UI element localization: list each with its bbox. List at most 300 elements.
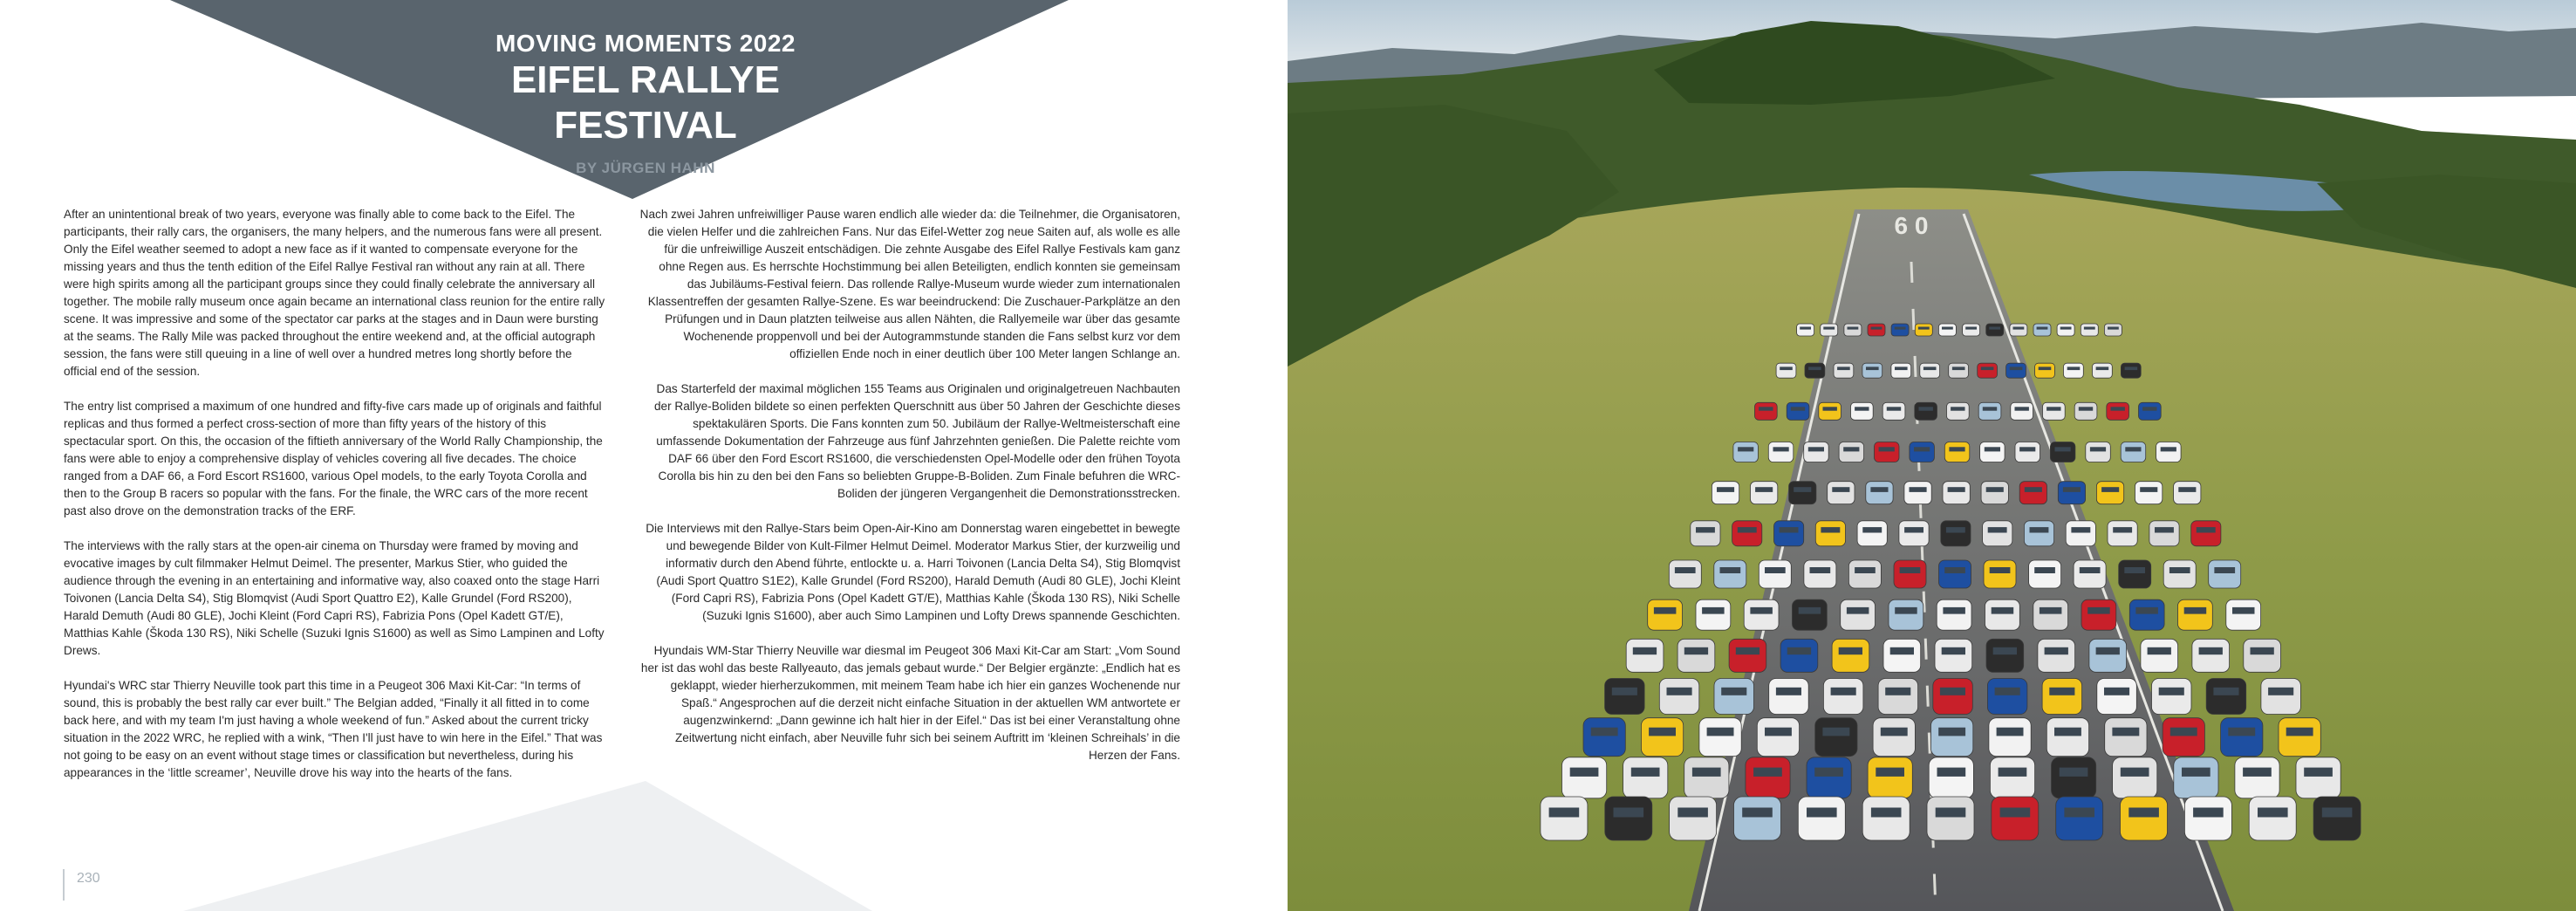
rally-car bbox=[1793, 599, 1828, 630]
rally-car bbox=[1992, 797, 2039, 840]
rally-car-windscreen bbox=[1677, 808, 1708, 818]
rally-car bbox=[2141, 639, 2178, 672]
rally-car-windscreen bbox=[1948, 487, 1965, 492]
rally-car bbox=[1626, 639, 1664, 672]
rally-car-windscreen bbox=[1755, 487, 1773, 492]
rally-car bbox=[1757, 718, 1799, 757]
rally-car-windscreen bbox=[2322, 808, 2353, 818]
rally-car bbox=[2209, 560, 2241, 588]
rally-car-windscreen bbox=[2019, 447, 2035, 451]
rally-car-windscreen bbox=[1914, 447, 1930, 451]
article-byline: BY JÜRGEN HAHN bbox=[576, 160, 715, 176]
rally-car bbox=[2035, 363, 2055, 378]
rally-car-windscreen bbox=[1720, 567, 1741, 573]
rally-car-windscreen bbox=[1814, 768, 1843, 777]
rally-car-windscreen bbox=[2000, 808, 2031, 818]
rally-car bbox=[1857, 521, 1887, 546]
rally-car-windscreen bbox=[1612, 688, 1637, 695]
rally-car-windscreen bbox=[1936, 808, 1966, 818]
rally-car bbox=[1774, 521, 1804, 546]
rally-car bbox=[2129, 599, 2164, 630]
rally-car bbox=[1623, 757, 1668, 798]
rally-car-windscreen bbox=[2113, 527, 2132, 532]
rally-car bbox=[1746, 757, 1790, 798]
rally-car bbox=[2119, 560, 2151, 588]
rally-car bbox=[2064, 363, 2084, 378]
rally-car-windscreen bbox=[2243, 768, 2272, 777]
rally-car bbox=[1797, 324, 1814, 336]
rally-car-windscreen bbox=[1848, 327, 1859, 330]
rally-car-windscreen bbox=[1839, 647, 1862, 654]
rally-car bbox=[1733, 442, 1759, 462]
rally-car-windscreen bbox=[2030, 527, 2049, 532]
rally-car-windscreen bbox=[1904, 527, 1923, 532]
rally-car bbox=[1712, 482, 1739, 504]
rally-car-windscreen bbox=[2159, 688, 2184, 695]
rally-car-windscreen bbox=[1943, 607, 1965, 614]
rally-car bbox=[1691, 521, 1720, 546]
rally-car bbox=[2046, 718, 2088, 757]
rally-car bbox=[1776, 363, 1796, 378]
rally-car-windscreen bbox=[2193, 808, 2224, 818]
page-number: 230 bbox=[63, 869, 100, 901]
rally-car-windscreen bbox=[2055, 447, 2071, 451]
rally-car-windscreen bbox=[2182, 768, 2210, 777]
rally-car-windscreen bbox=[1946, 527, 1965, 532]
rally-car-windscreen bbox=[2214, 567, 2235, 573]
rally-car-windscreen bbox=[1702, 607, 1725, 614]
rally-car-windscreen bbox=[1890, 647, 1914, 654]
rally-car-windscreen bbox=[2046, 407, 2060, 410]
rally-car bbox=[1729, 639, 1766, 672]
rally-car bbox=[2206, 679, 2246, 715]
rally-car bbox=[2038, 639, 2075, 672]
rally-car-windscreen bbox=[1787, 647, 1811, 654]
rally-car bbox=[1920, 363, 1940, 378]
rally-car-windscreen bbox=[2101, 487, 2119, 492]
rally-car-windscreen bbox=[1876, 768, 1904, 777]
rally-car-windscreen bbox=[2064, 808, 2094, 818]
rally-car-windscreen bbox=[2108, 327, 2119, 330]
rally-car-windscreen bbox=[1942, 647, 1965, 654]
rally-car bbox=[1696, 599, 1731, 630]
rally-car bbox=[1929, 757, 1973, 798]
rally-car-windscreen bbox=[1855, 407, 1869, 410]
rally-car-windscreen bbox=[2135, 607, 2158, 614]
rally-car-windscreen bbox=[1940, 688, 1965, 695]
rally-car-windscreen bbox=[1923, 366, 1937, 370]
rally-car bbox=[1891, 363, 1911, 378]
rally-car bbox=[1894, 560, 1926, 588]
rally-car-windscreen bbox=[1919, 407, 1933, 410]
rally-car-windscreen bbox=[1870, 487, 1888, 492]
rally-car-windscreen bbox=[2286, 728, 2313, 736]
rally-car bbox=[1834, 363, 1854, 378]
rally-car bbox=[2121, 363, 2141, 378]
rally-car bbox=[1987, 679, 2027, 715]
rally-car-windscreen bbox=[1776, 688, 1801, 695]
english-paragraph: The entry list comprised a maximum of one hundred and fifty-five cars made up of originals and faithful replicas and thus formed a perfect cross-section of more than fifty years of the history of this spectacular sport. On this, the occasion of the fiftieth anniversary of the World Rally Championship, the fans were able to enjoy a comprehensive display of vehicles covering all five decades. The choice ranged from a DAF 66, a Ford Escort RS1600, various Opel models, to the early Toyota Corolla and then to the Group B racers so popular with the fans. For the finale, the WRC cars of the more recent past also drove on the demonstration tracks of the ERF. bbox=[64, 400, 603, 517]
rally-car bbox=[2261, 679, 2301, 715]
rally-car-windscreen bbox=[1990, 567, 2011, 573]
rally-car bbox=[1927, 797, 1974, 840]
english-paragraph: The interviews with the rally stars at the open-air cinema on Thursday were framed by moving and evocative images by cult filmmaker Helmut Deimel. The presenter, Markus Stier, who guided the audience through the evening in an entertaining and informative way, also coaxed onto the stage Harri Toivonen (Lancia Delta S4), Stig Blomqvist (Audi Sport Quattro E2), Kalle Grundel (Ford RS200), Harald Demuth (Audi 80 GLE), Jochi Kleint (Ford Capri RS), Fabrizia Pons (Opel Kadett GT/E), Matthias Kahle (Škoda 130 RS), Niki Schelle (Suzuki Ignis S1600) as well as Simo Lampinen and Lofty Drews. bbox=[64, 539, 605, 657]
rally-car bbox=[1933, 679, 1973, 715]
rally-car-windscreen bbox=[2045, 647, 2068, 654]
rally-car-windscreen bbox=[2184, 607, 2207, 614]
rally-car-windscreen bbox=[1938, 728, 1965, 736]
rally-car-windscreen bbox=[2111, 407, 2125, 410]
rally-car-windscreen bbox=[1944, 567, 1965, 573]
rally-car-windscreen bbox=[1843, 447, 1859, 451]
rally-car-windscreen bbox=[2197, 527, 2216, 532]
rally-car bbox=[1684, 757, 1729, 798]
rally-car bbox=[2010, 324, 2027, 336]
rally-car bbox=[2121, 442, 2146, 462]
rally-car bbox=[2184, 797, 2231, 840]
rally-car bbox=[1744, 599, 1779, 630]
rally-car-windscreen bbox=[2079, 407, 2093, 410]
rally-car-windscreen bbox=[1871, 327, 1882, 330]
rally-car-windscreen bbox=[1823, 407, 1837, 410]
rally-car-windscreen bbox=[1631, 768, 1660, 777]
rally-car bbox=[1759, 560, 1791, 588]
rally-car bbox=[2042, 679, 2082, 715]
rally-car bbox=[1981, 482, 2008, 504]
rally-car bbox=[2074, 560, 2106, 588]
rally-car-windscreen bbox=[1591, 728, 1618, 736]
rally-car bbox=[2015, 442, 2040, 462]
rally-car-windscreen bbox=[1879, 447, 1895, 451]
rally-car bbox=[2093, 363, 2113, 378]
rally-car-windscreen bbox=[2213, 688, 2238, 695]
rally-car bbox=[2174, 482, 2201, 504]
rally-car-windscreen bbox=[2060, 768, 2088, 777]
rally-car bbox=[1677, 639, 1715, 672]
rally-car bbox=[1844, 324, 1862, 336]
footer-triangle bbox=[183, 781, 872, 911]
rally-car bbox=[1769, 679, 1809, 715]
rally-car-windscreen bbox=[1832, 487, 1849, 492]
rally-car-windscreen bbox=[1780, 366, 1793, 370]
rally-car-windscreen bbox=[2304, 768, 2333, 777]
rally-car bbox=[1882, 402, 1905, 420]
rally-car-windscreen bbox=[1765, 728, 1792, 736]
rally-car bbox=[2113, 757, 2157, 798]
rally-car bbox=[1899, 521, 1929, 546]
rally-car bbox=[1732, 521, 1762, 546]
rally-car bbox=[1789, 482, 1816, 504]
rally-car-windscreen bbox=[1692, 768, 1721, 777]
rally-car bbox=[1798, 797, 1845, 840]
rally-car bbox=[2057, 324, 2074, 336]
rally-car bbox=[2011, 402, 2033, 420]
german-paragraph: Die Interviews mit den Rallye-Stars beim Open-Air-Kino am Donnerstag waren eingebettet in bewegte und bewegende Bilder von Kult-Filmer Helmut Deimel. Moderator Markus Stier, der kurzweilig und informativ durch den Abend führte, entlockte u. a. Harri Toivonen (Lancia Delta S4), Stig Blomqvist (Audi Sport Quattro S1E2), Kalle Grundel (Ford RS200), Harald Demuth (Audi 80 GLE), Jochi Kleint (Ford Capri RS), Fabrizia Pons (Opel Kadett GT/E), Matthias Kahle (Škoda 130 RS), Niki Schelle (Suzuki Ignis S1600), aber auch Simo Lampinen und Lofty Drews spannende Geschichten. bbox=[646, 522, 1180, 622]
rally-car-windscreen bbox=[1989, 327, 2000, 330]
rally-car bbox=[2081, 324, 2098, 336]
rally-car bbox=[1805, 363, 1825, 378]
rally-car bbox=[2006, 363, 2026, 378]
rally-car bbox=[1787, 402, 1809, 420]
rally-car bbox=[1910, 442, 1935, 462]
rally-car bbox=[2108, 521, 2137, 546]
rally-car-windscreen bbox=[1736, 647, 1759, 654]
rally-car bbox=[1931, 718, 1973, 757]
rally-car bbox=[2249, 797, 2296, 840]
rally-car-windscreen bbox=[2034, 567, 2055, 573]
rally-car bbox=[2178, 599, 2213, 630]
rally-car-windscreen bbox=[2228, 728, 2255, 736]
rally-car-windscreen bbox=[1837, 366, 1850, 370]
rally-car bbox=[1605, 797, 1652, 840]
rally-car bbox=[1862, 797, 1910, 840]
rally-car-windscreen bbox=[2142, 407, 2156, 410]
rally-car-windscreen bbox=[2104, 688, 2129, 695]
rally-car bbox=[1669, 560, 1701, 588]
rally-car bbox=[2105, 718, 2147, 757]
rally-car bbox=[2033, 324, 2051, 336]
rally-car-windscreen bbox=[2013, 327, 2025, 330]
rally-car-windscreen bbox=[2063, 487, 2081, 492]
article-kicker: MOVING MOMENTS 2022 bbox=[495, 30, 796, 57]
rally-car-windscreen bbox=[1855, 567, 1876, 573]
rally-car bbox=[1828, 482, 1855, 504]
rally-car-windscreen bbox=[1794, 487, 1811, 492]
rally-car-windscreen bbox=[1800, 327, 1811, 330]
rally-car bbox=[2058, 482, 2085, 504]
rally-car-windscreen bbox=[1981, 366, 1994, 370]
rally-car-windscreen bbox=[1862, 527, 1882, 532]
rally-car bbox=[1541, 797, 1588, 840]
rally-car-windscreen bbox=[1821, 527, 1840, 532]
rally-car bbox=[1980, 442, 2005, 462]
rally-car-windscreen bbox=[2148, 647, 2171, 654]
rally-car-windscreen bbox=[1791, 407, 1805, 410]
rally-car-windscreen bbox=[1738, 447, 1753, 451]
rally-car bbox=[1889, 599, 1923, 630]
rally-car-windscreen bbox=[1649, 728, 1676, 736]
rally-car bbox=[1699, 718, 1741, 757]
rally-car-windscreen bbox=[1986, 487, 2004, 492]
rally-car-windscreen bbox=[2155, 527, 2174, 532]
rally-car bbox=[2056, 797, 2103, 840]
rally-car-windscreen bbox=[2049, 688, 2074, 695]
rally-car bbox=[1641, 718, 1683, 757]
rally-car bbox=[1714, 679, 1754, 715]
rally-car-windscreen bbox=[2015, 407, 2029, 410]
rally-car-windscreen bbox=[1887, 407, 1901, 410]
rally-car bbox=[1941, 521, 1971, 546]
rally-car-windscreen bbox=[1549, 808, 1580, 818]
rally-car-windscreen bbox=[2125, 366, 2138, 370]
rally-car bbox=[2152, 679, 2192, 715]
rally-car-windscreen bbox=[2170, 728, 2197, 736]
rally-car-windscreen bbox=[1918, 327, 1930, 330]
rally-car bbox=[2086, 442, 2111, 462]
rally-car bbox=[2221, 718, 2263, 757]
rally-car-windscreen bbox=[1823, 327, 1835, 330]
rally-car-windscreen bbox=[1696, 527, 1715, 532]
rally-car bbox=[1939, 560, 1971, 588]
rally-car-windscreen bbox=[2039, 366, 2052, 370]
rally-car-windscreen bbox=[1675, 567, 1696, 573]
rally-car bbox=[1868, 324, 1885, 336]
english-column bbox=[64, 206, 607, 799]
rally-car-windscreen bbox=[2040, 607, 2062, 614]
rally-car bbox=[2104, 324, 2122, 336]
rally-car-windscreen bbox=[1985, 447, 2000, 451]
rally-car-windscreen bbox=[2268, 688, 2293, 695]
rally-car bbox=[2052, 757, 2096, 798]
rally-car bbox=[1915, 324, 1932, 336]
rally-car bbox=[1947, 402, 1970, 420]
rally-car bbox=[1714, 560, 1746, 588]
rally-car-windscreen bbox=[1808, 447, 1824, 451]
rally-car bbox=[2029, 560, 2061, 588]
rally-car bbox=[1841, 599, 1876, 630]
rally-car-windscreen bbox=[2090, 447, 2106, 451]
rally-car-windscreen bbox=[2178, 487, 2196, 492]
rally-car-windscreen bbox=[1847, 607, 1869, 614]
rally-car-windscreen bbox=[2121, 768, 2149, 777]
rally-car bbox=[1983, 521, 2012, 546]
rally-car bbox=[1804, 560, 1836, 588]
rally-car bbox=[2139, 402, 2162, 420]
rally-car bbox=[2066, 521, 2095, 546]
rally-car bbox=[1862, 363, 1882, 378]
rally-car bbox=[1807, 757, 1851, 798]
rally-car-windscreen bbox=[2124, 567, 2145, 573]
rally-car-windscreen bbox=[1765, 567, 1786, 573]
rally-car-windscreen bbox=[1684, 647, 1708, 654]
rally-car-windscreen bbox=[1759, 407, 1773, 410]
rally-car bbox=[2296, 757, 2340, 798]
rally-car bbox=[1891, 324, 1909, 336]
rally-car-windscreen bbox=[1993, 647, 2017, 654]
rally-car-windscreen bbox=[1707, 728, 1734, 736]
rally-car-windscreen bbox=[2112, 728, 2139, 736]
rally-car bbox=[1883, 639, 1921, 672]
article-title: EIFEL RALLYE FESTIVAL bbox=[510, 58, 781, 147]
rally-car bbox=[2244, 639, 2281, 672]
rally-car-windscreen bbox=[1895, 327, 1906, 330]
rally-car-windscreen bbox=[1808, 366, 1821, 370]
rally-cars-photo bbox=[1288, 0, 2576, 911]
rally-car bbox=[2107, 402, 2129, 420]
rally-car-windscreen bbox=[2125, 447, 2141, 451]
rally-car-windscreen bbox=[2258, 808, 2288, 818]
rally-car bbox=[1815, 718, 1857, 757]
rally-car-windscreen bbox=[1717, 487, 1734, 492]
rally-car bbox=[1944, 442, 1970, 462]
rally-car bbox=[2279, 718, 2320, 757]
rally-car bbox=[1943, 482, 1970, 504]
rally-car-windscreen bbox=[2128, 808, 2159, 818]
english-paragraph: Hyundai's WRC star Thierry Neuville took part this time in a Peugeot 306 Maxi Kit-Car: “In terms of sound, this is probably the best rally car ever built.” The Belgian added, “Finally it all fitted in to come back here, and with my team I'm just having a whole weekend of fun.” Asked about the current tricky situation in the 2022 WRC, he replied with a wink, “Then I'll just have to win here in the Eifel.” That was not going to be easy on an event without stage times or classification but nevertheless, during his appearances in the ‘little screamer’, Neuville drove his way into the hearts of the fans. bbox=[64, 679, 603, 779]
rally-car-windscreen bbox=[2084, 327, 2095, 330]
rally-car bbox=[1984, 560, 2016, 588]
rally-car-windscreen bbox=[2087, 607, 2110, 614]
rally-car bbox=[2135, 482, 2163, 504]
rally-car bbox=[1780, 639, 1818, 672]
rally-car bbox=[2156, 442, 2182, 462]
rally-car bbox=[1986, 324, 2004, 336]
rally-car bbox=[1985, 599, 2020, 630]
rally-car-windscreen bbox=[1988, 527, 2007, 532]
german-paragraph: Hyundais WM-Star Thierry Neuville war diesmal im Peugeot 306 Maxi Kit-Car am Start: „Vom Sound her ist das wohl das beste Rallyeauto, das jemals gebaut wurde.“ Der Belgier ergänzte: „Endlich hat es geklappt, wieder hierherzukommen, mit meinem Team habe ich hier ein ganzes Wochenende nur Spaß.“ Angesprochen auf die derzeit nicht einfache Situation in der aktuellen WM antwortete er augenzwinkernd: „Dann gewinne ich halt hier in der Eifel.“ Das ist bei einer Veranstaltung ohne Zeitwertung nicht einfach, aber Neuville fuhr sich bei seinem Auftritt im ‘kleinen Schreihals’ in die Herzen der Fans. bbox=[640, 644, 1180, 762]
rally-car bbox=[1823, 679, 1863, 715]
rally-car-windscreen bbox=[2060, 327, 2072, 330]
rally-car-windscreen bbox=[1881, 728, 1908, 736]
aerial-photo-illustration bbox=[1288, 0, 2576, 911]
rally-car bbox=[2043, 402, 2066, 420]
rally-car-windscreen bbox=[2037, 327, 2048, 330]
rally-car bbox=[1819, 402, 1841, 420]
rally-car-windscreen bbox=[1895, 366, 1908, 370]
rally-car bbox=[1848, 560, 1881, 588]
rally-car-windscreen bbox=[2054, 728, 2081, 736]
rally-car bbox=[2096, 482, 2123, 504]
rally-car bbox=[2313, 797, 2361, 840]
rally-car-windscreen bbox=[1742, 808, 1773, 818]
rally-car-windscreen bbox=[1885, 688, 1910, 695]
rally-car-windscreen bbox=[1965, 327, 1977, 330]
rally-car-windscreen bbox=[1895, 607, 1917, 614]
rally-car-windscreen bbox=[2169, 567, 2190, 573]
rally-car bbox=[1768, 442, 1794, 462]
rally-car bbox=[1815, 521, 1845, 546]
rally-car bbox=[1562, 757, 1607, 798]
rally-car-windscreen bbox=[1654, 607, 1677, 614]
rally-car bbox=[1915, 402, 1937, 420]
rally-car bbox=[1878, 679, 1918, 715]
rally-car bbox=[2033, 599, 2068, 630]
rally-car bbox=[1978, 402, 2001, 420]
rally-car bbox=[2024, 521, 2053, 546]
rally-car-windscreen bbox=[1983, 407, 1997, 410]
rally-car-windscreen bbox=[1667, 688, 1692, 695]
rally-car bbox=[2081, 599, 2116, 630]
rally-car bbox=[1804, 442, 1829, 462]
rally-car bbox=[1868, 757, 1912, 798]
rally-car bbox=[1866, 482, 1893, 504]
rally-car-windscreen bbox=[1738, 527, 1757, 532]
rally-car bbox=[1839, 442, 1864, 462]
rally-car-windscreen bbox=[1773, 447, 1789, 451]
rally-car bbox=[1949, 363, 1969, 378]
rally-car bbox=[1986, 639, 2024, 672]
rally-car bbox=[1978, 363, 1998, 378]
rally-car bbox=[2174, 757, 2218, 798]
rally-car bbox=[2191, 521, 2221, 546]
rally-car-windscreen bbox=[2251, 647, 2274, 654]
rally-car bbox=[2074, 402, 2097, 420]
rally-car bbox=[2163, 718, 2204, 757]
german-paragraph: Nach zwei Jahren unfreiwilliger Pause waren endlich alle wieder da: die Teilnehmer, die Organisatoren, die vielen Helfer und die zahlreichen Fans. Nur das Eifel-Wetter zog neue Saiten auf, als wolle es alle für die unfreiwillige Auszeit entschädigen. Die zehnte Ausgabe des Eifel Rallye Festivals kam ganz ohne Regen aus. Es herrschte Hochstimmung bei allen Beteiligten, endlich konnten sie gemeinsam das Jubiläums-Festival feiern. Das rollende Rallye-Museum wurde wieder zum internationalen Klassentreffen der gesamten Rallye-Szene. Es war beeindruckend: Die Zuschauer-Parkplätze an den Prüfungen und in Daun platzten teilweise aus allen Nähten, die Rallyemeile war über das gesamte Wochenende proppenvoll und bei der Autogrammstunde standen die Fans selbst kurz vor dem offiziellen Ende noch in einer deutlich über 100 Meter langen Schlange an. bbox=[639, 208, 1180, 360]
rally-car-windscreen bbox=[2080, 567, 2101, 573]
rally-car bbox=[1670, 797, 1717, 840]
rally-car bbox=[1832, 639, 1869, 672]
rally-car bbox=[1990, 757, 2034, 798]
english-paragraph: After an unintentional break of two years, everyone was finally able to come back to the Eifel. The participants, their rally cars, the organisers, the many helpers, and the numerous fans were all present. Only the Eifel weather seemed to adopt a new face as if it wanted to compensate everyone for the missing years and thus the tenth edition of the Eifel Rallye Festival ran without any rain at all. There were high spirits among all the participant groups since they could finally celebrate the anniversary all together. The mobile rally museum once again became an international class reunion for the entire rally scene. It was impressive and some of the spectator car parks at the stages and in Daun were bursting at the seams. The Rally Mile was packed throughout the entire weekend and, at the official autograph session, the fans were still queuing in a line of well over a hundred metres long shortly before the official end of the session. bbox=[64, 208, 605, 378]
german-paragraph: Das Starterfeld der maximal möglichen 155 Teams aus Originalen und originalgetreuen Nachbauten der Rallye-Boliden bildete so einen perfekten Querschnitt aus über 50 Jahren der Geschichte dieses spektakulären Sports. Die Fans konnten zum 50. Jubiläum der Rallye-Weltmeisterschaft eine umfassende Dokumentation der Fahrzeuge aus fünf Jahrzehnten genießen. Die Palette reichte vom DAF 66 über den Ford Escort RS1600, die verschiedensten Opel-Modelle oder den frühen Toyota Corolla bis hin zu den bei den Fans so beliebten Gruppe-B-Boliden. Zum Finale befuhren die WRC-Boliden der jüngeren Vergangenheit die Demonstrationsstrecken. bbox=[653, 382, 1180, 500]
rally-car bbox=[1605, 679, 1645, 715]
rally-car bbox=[2089, 639, 2127, 672]
rally-car-windscreen bbox=[2096, 647, 2120, 654]
rally-car-windscreen bbox=[1822, 728, 1849, 736]
rally-car-windscreen bbox=[1753, 768, 1782, 777]
rally-car bbox=[2097, 679, 2137, 715]
